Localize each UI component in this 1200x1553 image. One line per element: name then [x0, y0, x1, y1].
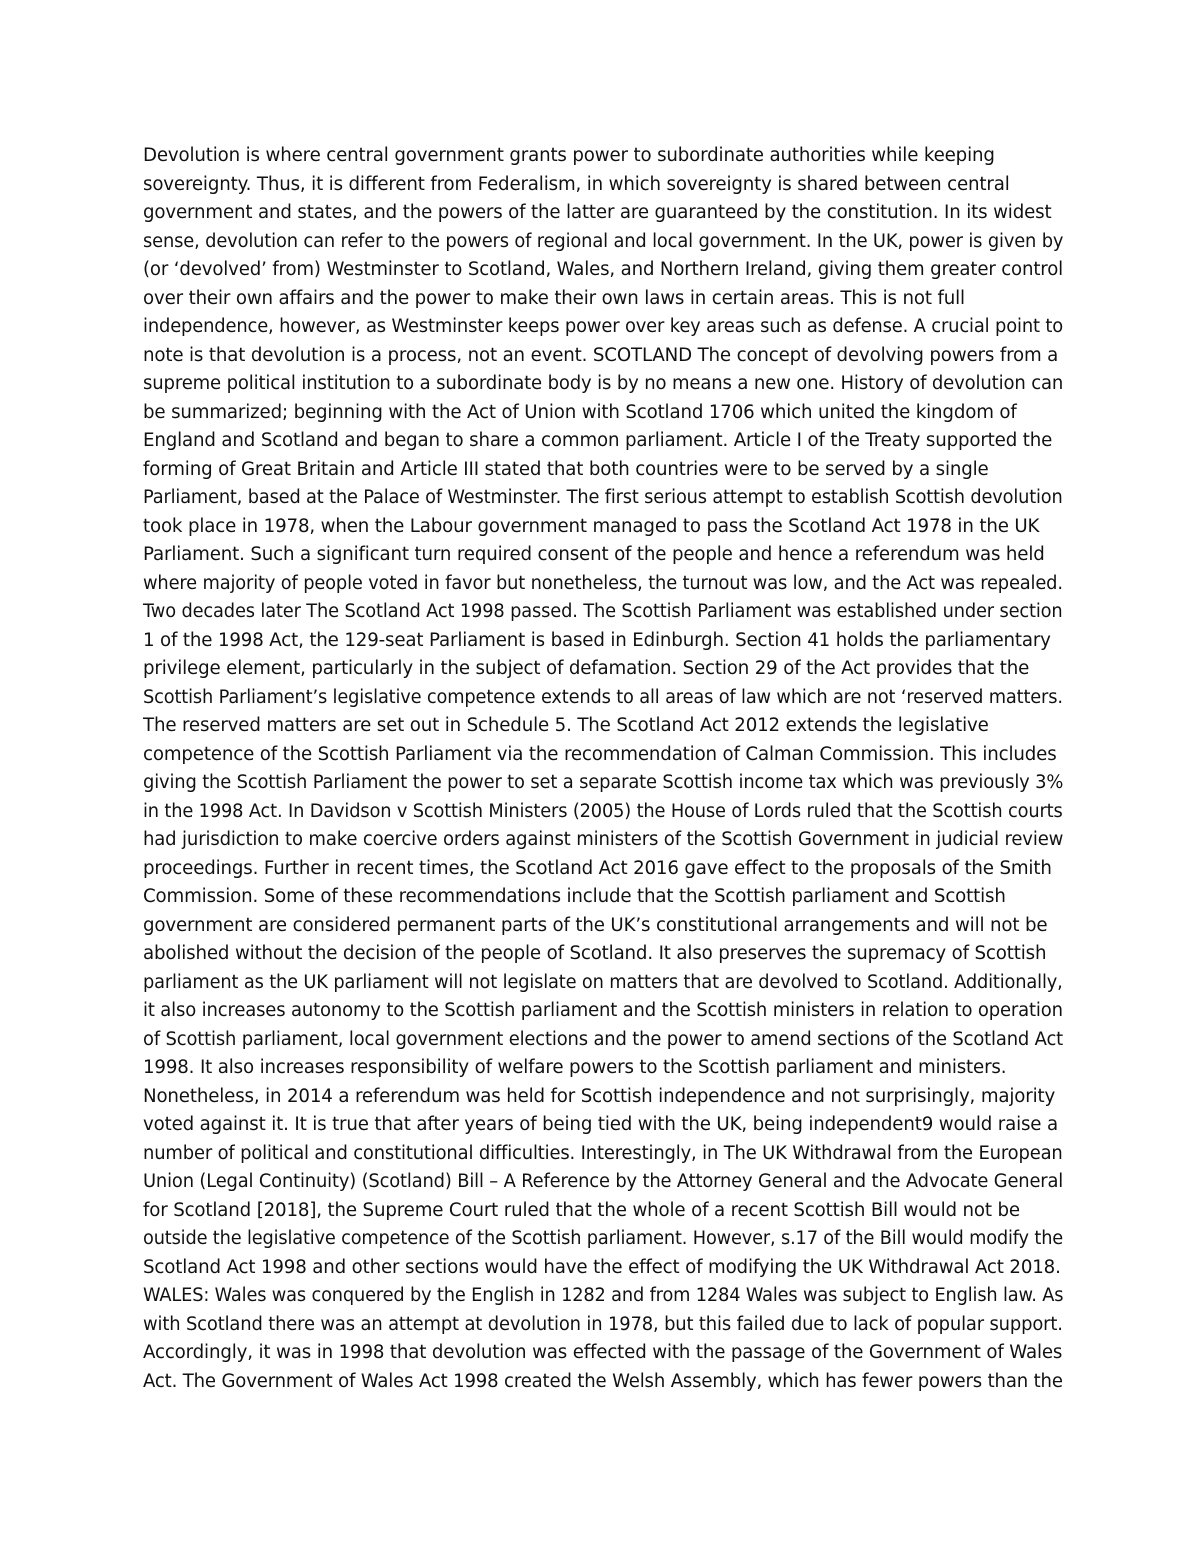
text-line: independence, however, as Westminster keeps power over key areas such as defense. A crucial point to [143, 316, 1064, 337]
text-line: Parliament, based at the Palace of Westminster. The first serious attempt to establish Scottish devolution [143, 487, 1063, 508]
text-line: competence of the Scottish Parliament via the recommendation of Calman Commission. This includes [143, 743, 1057, 765]
text-line: took place in 1978, when the Labour government managed to pass the Scotland Act 1978 in the UK [143, 515, 1040, 537]
text-line: Two decades later The Scotland Act 1998 passed. The Scottish Parliament was established under section [143, 601, 1063, 622]
text-line: had jurisdiction to make coercive orders against ministers of the Scottish Government in judicial review [143, 829, 1064, 850]
text-line: Devolution is where central government grants power to subordinate authorities while keeping [143, 145, 995, 166]
text-line: Nonetheless, in 2014 a referendum was held for Scottish independence and not surprisingly, majority [143, 1085, 1056, 1107]
text-line: giving the Scottish Parliament the power to set a separate Scottish income tax which was previously 3% [143, 772, 1064, 793]
text-line: Scotland Act 1998 and other sections would have the effect of modifying the UK Withdrawal Act 2018. [143, 1256, 1061, 1278]
text-line: government are considered permanent parts of the UK’s constitutional arrangements and will not be [143, 914, 1048, 936]
text-line: Commission. Some of these recommendations include that the Scottish parliament and Scottish [143, 886, 1006, 907]
text-line: of Scottish parliament, local government elections and the power to amend sections of the Scotland Act [143, 1028, 1064, 1050]
text-line: where majority of people voted in favor but nonetheless, the turnout was low, and the Act was repealed. [143, 572, 1063, 594]
text-line: England and Scotland and began to share a common parliament. Article I of the Treaty supported the [143, 430, 1053, 451]
text-line: voted against it. It is true that after years of being tied with the UK, being independent9 would raise a [143, 1114, 1058, 1135]
text-line: outside the legislative competence of the Scottish parliament. However, s.17 of the Bill would modify the [143, 1228, 1064, 1249]
text-line: sense, devolution can refer to the powers of regional and local government. In the UK, power is given by [143, 230, 1064, 252]
text-line: it also increases autonomy to the Scottish parliament and the Scottish ministers in relation to operation [143, 1000, 1063, 1021]
text-line: (or ‘devolved’ from) Westminster to Scotland, Wales, and Northern Ireland, giving them greater control [143, 259, 1064, 280]
text-line: number of political and constitutional difficulties. Interestingly, in The UK Withdrawal from the European [143, 1142, 1063, 1164]
text-line: Union (Legal Continuity) (Scotland) Bill – A Reference by the Attorney General and the Advocate General [143, 1171, 1064, 1192]
text-line: Accordingly, it was in 1998 that devolution was effected with the passage of the Government of Wales [143, 1342, 1063, 1363]
text-line: be summarized; beginning with the Act of Union with Scotland 1706 which united the kingdom of [143, 401, 1017, 423]
text-line: Parliament. Such a significant turn required consent of the people and hence a referendum was held [143, 544, 1045, 565]
text-line: parliament as the UK parliament will not legislate on matters that are devolved to Scotland. Additionally, [143, 971, 1063, 993]
text-line: 1 of the 1998 Act, the 129-seat Parliament is based in Edinburgh. Section 41 holds the parliamentary [143, 629, 1051, 651]
text-line: Scottish Parliament’s legislative competence extends to all areas of law which are not ‘reserved matters. [143, 686, 1063, 708]
body-paragraph [143, 142, 1063, 1396]
text-line: with Scotland there was an attempt at devolution in 1978, but this failed due to lack of popular support. [143, 1313, 1063, 1335]
text-line: forming of Great Britain and Article III stated that both countries were to be served by a single [143, 458, 989, 480]
text-line: abolished without the decision of the people of Scotland. It also preserves the supremacy of Scottish [143, 943, 1047, 964]
text-line: supreme political institution to a subordinate body is by no means a new one. History of devolution can [143, 373, 1064, 394]
text-line: in the 1998 Act. In Davidson v Scottish Ministers (2005) the House of Lords ruled that the Scottish courts [143, 800, 1063, 822]
text-line: privilege element, particularly in the subject of defamation. Section 29 of the Act provides that the [143, 658, 1030, 679]
text-line: proceedings. Further in recent times, the Scotland Act 2016 gave effect to the proposals of the Smith [143, 857, 1052, 879]
text-line: 1998. It also increases responsibility of welfare powers to the Scottish parliament and ministers. [143, 1057, 1007, 1078]
text-line: over their own affairs and the power to make their own laws in certain areas. This is not full [143, 287, 965, 309]
text-line: The reserved matters are set out in Schedule 5. The Scotland Act 2012 extends the legislative [143, 715, 989, 736]
text-line: note is that devolution is a process, not an event. SCOTLAND The concept of devolving powers from a [143, 344, 1059, 366]
text-line: WALES: Wales was conquered by the English in 1282 and from 1284 Wales was subject to English law. As [143, 1285, 1064, 1306]
text-line: government and states, and the powers of the latter are guaranteed by the constitution. In its widest [143, 202, 1052, 223]
text-line: sovereignty. Thus, it is different from Federalism, in which sovereignty is shared between central [143, 173, 1010, 195]
text-line: Act. The Government of Wales Act 1998 created the Welsh Assembly, which has fewer powers than the [143, 1370, 1063, 1392]
text-line: for Scotland [2018], the Supreme Court ruled that the whole of a recent Scottish Bill would not be [143, 1199, 1020, 1221]
